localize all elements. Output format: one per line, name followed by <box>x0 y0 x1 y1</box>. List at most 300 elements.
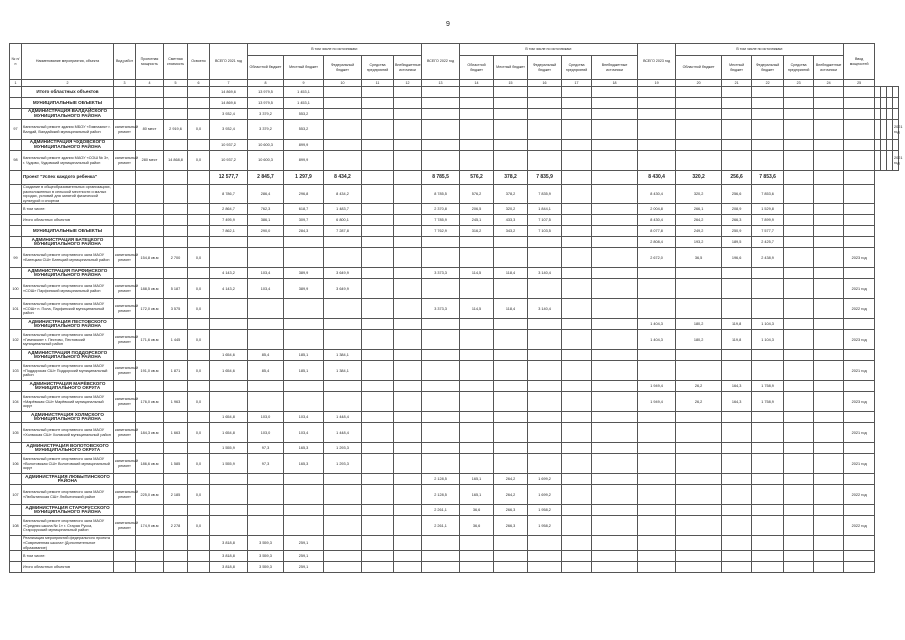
row-value <box>784 109 814 120</box>
row-capacity-intro: 2023 год <box>844 248 875 268</box>
table-row <box>10 381 899 392</box>
row-value <box>814 109 844 120</box>
row-value <box>362 185 394 204</box>
row-value <box>460 279 494 299</box>
row-value <box>324 474 362 485</box>
row-value: 320,2 <box>676 171 722 185</box>
row-value <box>638 98 676 109</box>
row-capacity-intro: 2021 год <box>844 454 875 474</box>
header-src: Федеральный бюджет <box>528 56 562 80</box>
row-value <box>460 151 494 171</box>
row-value <box>592 562 638 573</box>
row-value: 103,4 <box>248 279 284 299</box>
row-value <box>784 299 814 319</box>
row-cost: 1 585 <box>164 454 188 474</box>
row-value: 1 555,9 <box>210 443 248 454</box>
row-value: 180,2 <box>676 319 722 330</box>
row-value <box>324 562 362 573</box>
row-value <box>362 330 394 350</box>
row-value: 2 845,7 <box>248 171 284 185</box>
row-value <box>394 423 422 443</box>
row-capacity <box>136 562 164 573</box>
row-value: 7 762,9 <box>422 226 460 237</box>
row-value <box>592 381 638 392</box>
row-value <box>592 412 638 423</box>
row-value: 185,1 <box>284 350 324 361</box>
row-value <box>362 120 394 140</box>
row-value <box>324 87 362 98</box>
row-type: капитальный ремонт <box>114 516 136 536</box>
row-value <box>324 299 362 319</box>
row-value <box>592 109 638 120</box>
row-value <box>324 109 362 120</box>
row-capacity: 186,6 кв.м <box>136 454 164 474</box>
row-name: АДМИНИСТРАЦИЯ СТАРОРУССКОГО МУНИЦИПАЛЬНОГО РАЙОНА <box>22 505 114 516</box>
row-value <box>752 140 784 151</box>
row-value <box>362 381 394 392</box>
row-name: Капитальный ремонт здания МАОУ «СОШ № 3», г. Чудово, Чудовский муниципальный район <box>22 151 114 171</box>
row-type <box>114 87 136 98</box>
row-number: 103 <box>10 361 22 381</box>
row-value <box>592 185 638 204</box>
row-value <box>638 109 676 120</box>
row-value <box>394 536 422 551</box>
row-value <box>494 350 528 361</box>
row-name: Реализация мероприятий федерального проекта «Современная школа» (Дополнительное образование) <box>22 536 114 551</box>
row-type <box>114 204 136 215</box>
row-value <box>362 151 394 171</box>
column-number: 12 <box>394 80 422 87</box>
row-value <box>362 474 394 485</box>
row-cost <box>164 109 188 120</box>
row-value <box>814 319 844 330</box>
row-value <box>814 562 844 573</box>
row-value: 576,2 <box>460 185 494 204</box>
row-cost: 2 278 <box>164 516 188 536</box>
column-number: 3 <box>114 80 136 87</box>
row-value: 1 699,2 <box>528 474 562 485</box>
row-value: 103,0 <box>248 412 284 423</box>
row-value <box>638 474 676 485</box>
column-number: 18 <box>592 80 638 87</box>
row-number <box>10 109 22 120</box>
row-capacity <box>136 551 164 562</box>
row-value <box>248 381 284 392</box>
row-value <box>248 330 284 350</box>
row-number <box>10 87 22 98</box>
row-value <box>422 87 460 98</box>
row-value <box>528 361 562 381</box>
row-value <box>460 392 494 412</box>
row-value <box>722 551 752 562</box>
row-value: 3 559,3 <box>248 562 284 573</box>
row-number <box>10 505 22 516</box>
row-value <box>562 171 592 185</box>
row-funded: 0,0 <box>188 248 210 268</box>
row-name: В том числе: <box>22 551 114 562</box>
row-value <box>494 392 528 412</box>
row-value <box>562 248 592 268</box>
row-value: 249,2 <box>676 226 722 237</box>
row-name: АДМИНИСТРАЦИЯ ПАРФИНСКОГО МУНИЦИПАЛЬНОГО РАЙОНА <box>22 268 114 279</box>
row-value: 1 949,4 <box>638 381 676 392</box>
row-value <box>844 140 875 151</box>
row-value <box>394 551 422 562</box>
row-number <box>10 237 22 248</box>
row-value: 1 654,6 <box>210 361 248 381</box>
row-value <box>784 279 814 299</box>
row-value <box>592 151 638 171</box>
row-number: 102 <box>10 330 22 350</box>
row-value <box>592 140 638 151</box>
table-row <box>10 505 899 516</box>
row-value <box>814 381 844 392</box>
row-value: 1 453,1 <box>284 87 324 98</box>
table-row <box>10 454 899 474</box>
row-funded <box>188 536 210 551</box>
header-incl-2022: В том числе по источникам: <box>460 44 638 56</box>
row-value <box>324 551 362 562</box>
row-name: АДМИНИСТРАЦИЯ ВОЛОТОВСКОГО МУНИЦИПАЛЬНОГО ОКРУГА <box>22 443 114 454</box>
row-value <box>324 381 362 392</box>
row-name: Итого областных объектов <box>22 87 114 98</box>
row-value <box>676 87 722 98</box>
row-funded: 0,0 <box>188 151 210 171</box>
row-capacity-intro: 2022 год <box>844 299 875 319</box>
row-capacity-intro <box>844 412 875 423</box>
row-value <box>362 268 394 279</box>
row-value <box>324 319 362 330</box>
row-value <box>638 279 676 299</box>
row-capacity-intro <box>844 237 875 248</box>
row-value: 189,5 <box>722 237 752 248</box>
column-number: 14 <box>460 80 494 87</box>
row-value: 1 453,1 <box>284 98 324 109</box>
row-value: 3 373,3 <box>422 268 460 279</box>
row-value <box>844 151 875 171</box>
column-number: 7 <box>210 80 248 87</box>
row-name: АДМИНИСТРАЦИЯ ПОДДОРСКОГО МУНИЦИПАЛЬНОГО РАЙОНА <box>22 350 114 361</box>
row-cost <box>164 98 188 109</box>
row-value <box>362 485 394 505</box>
row-value <box>592 319 638 330</box>
row-value: 1 293,3 <box>324 454 362 474</box>
table-row <box>10 485 899 505</box>
row-value <box>422 98 460 109</box>
row-cost: 1 445 <box>164 330 188 350</box>
row-name: Проект "Успех каждого ребенка" <box>22 171 114 185</box>
row-type: капитальный ремонт <box>114 151 136 171</box>
row-value: 85,4 <box>248 361 284 381</box>
row-capacity: 176,0 кв.м <box>136 392 164 412</box>
header-total-2022: ВСЕГО 2022 год <box>422 44 460 80</box>
row-value: 259,1 <box>284 536 324 551</box>
header-src: Средства предприятий <box>562 56 592 80</box>
row-value: 256,6 <box>722 185 752 204</box>
row-value <box>676 120 722 140</box>
row-value: 7 862,1 <box>210 226 248 237</box>
row-value <box>528 151 562 171</box>
row-value <box>394 319 422 330</box>
table-row <box>10 151 899 171</box>
row-value <box>494 454 528 474</box>
column-number: 24 <box>814 80 844 87</box>
table-row <box>10 98 899 109</box>
row-value <box>784 87 814 98</box>
column-number: 9 <box>284 80 324 87</box>
row-value <box>460 330 494 350</box>
row-value <box>394 412 422 423</box>
row-value <box>592 226 638 237</box>
row-funded: 0,0 <box>188 361 210 381</box>
row-value <box>284 474 324 485</box>
row-value <box>210 505 248 516</box>
row-number: 100 <box>10 279 22 299</box>
row-value <box>284 248 324 268</box>
row-value <box>562 215 592 226</box>
row-value <box>784 562 814 573</box>
row-cost <box>164 185 188 204</box>
row-value <box>752 268 784 279</box>
row-funded: 0,0 <box>188 279 210 299</box>
row-value <box>362 109 394 120</box>
row-value <box>784 268 814 279</box>
row-value <box>460 237 494 248</box>
row-value: 8 430,4 <box>638 171 676 185</box>
row-value <box>722 109 752 120</box>
column-number: 20 <box>676 80 722 87</box>
row-type <box>114 443 136 454</box>
row-type: капитальный ремонт <box>114 392 136 412</box>
row-value: 164,3 <box>722 381 752 392</box>
row-value <box>562 279 592 299</box>
row-value <box>752 536 784 551</box>
row-value: 85,4 <box>248 350 284 361</box>
row-value: 762,3 <box>248 204 284 215</box>
row-name: Капитальный ремонт спортивного зала МАОУ «Гимназия» г. Пестово, Пестовский муниципальный район <box>22 330 114 350</box>
row-type: капитальный ремонт <box>114 279 136 299</box>
row-value <box>814 226 844 237</box>
row-capacity <box>136 140 164 151</box>
row-value: 1 844,1 <box>528 204 562 215</box>
row-value <box>362 350 394 361</box>
row-value <box>460 443 494 454</box>
row-funded <box>188 215 210 226</box>
row-value <box>722 87 752 98</box>
row-value <box>248 485 284 505</box>
row-value <box>528 454 562 474</box>
row-value: 576,2 <box>460 171 494 185</box>
row-value <box>284 319 324 330</box>
header-cost: Сметная стоимость <box>164 44 188 80</box>
row-value <box>562 120 592 140</box>
row-value: 26,2 <box>676 392 722 412</box>
header-src: Областной бюджет <box>676 56 722 80</box>
row-value <box>394 381 422 392</box>
row-value <box>324 330 362 350</box>
row-value: 10 937,2 <box>210 140 248 151</box>
row-value <box>528 350 562 361</box>
row-number: 106 <box>10 454 22 474</box>
row-value <box>638 268 676 279</box>
row-capacity-intro: 2023 год <box>844 330 875 350</box>
row-name: Капитальный ремонт спортивного зала МАОУ «Средняя школа № 1» г. Старая Русса, Старорусский муниципальный район <box>22 516 114 536</box>
row-value <box>592 268 638 279</box>
row-number <box>10 140 22 151</box>
row-value: 7 835,9 <box>528 171 562 185</box>
column-number: 13 <box>422 80 460 87</box>
row-value: 320,2 <box>676 185 722 204</box>
row-value <box>562 98 592 109</box>
row-value <box>562 381 592 392</box>
row-value: 164,3 <box>722 392 752 412</box>
row-value <box>814 551 844 562</box>
row-value: 185,1 <box>284 361 324 381</box>
row-value <box>562 87 592 98</box>
header-type: Вид работ <box>114 44 136 80</box>
row-value <box>784 215 814 226</box>
row-value <box>814 423 844 443</box>
row-value <box>562 412 592 423</box>
row-value <box>394 226 422 237</box>
row-value <box>784 185 814 204</box>
row-value <box>676 505 722 516</box>
row-value: 8 430,4 <box>638 185 676 204</box>
row-value <box>394 87 422 98</box>
row-type <box>114 237 136 248</box>
row-value <box>422 140 460 151</box>
table-row <box>10 330 899 350</box>
row-type <box>114 140 136 151</box>
row-value: 1 404,3 <box>638 319 676 330</box>
row-value: 3 818,8 <box>210 551 248 562</box>
row-value: 118,4 <box>494 268 528 279</box>
row-type <box>114 268 136 279</box>
row-funded <box>188 319 210 330</box>
row-value <box>814 516 844 536</box>
row-value <box>324 248 362 268</box>
row-value: 1 448,4 <box>324 412 362 423</box>
row-value <box>722 505 752 516</box>
row-value <box>460 536 494 551</box>
row-value <box>752 98 784 109</box>
row-value <box>494 319 528 330</box>
row-value: 193,2 <box>676 237 722 248</box>
row-cost <box>164 237 188 248</box>
row-number: 101 <box>10 299 22 319</box>
row-value <box>394 330 422 350</box>
row-value <box>210 516 248 536</box>
row-value <box>394 215 422 226</box>
row-value <box>814 237 844 248</box>
row-value <box>676 279 722 299</box>
row-capacity-intro <box>893 87 899 98</box>
row-capacity-intro <box>844 319 875 330</box>
row-value <box>752 87 784 98</box>
row-capacity-intro <box>893 98 899 109</box>
row-value <box>422 120 460 140</box>
row-value <box>562 226 592 237</box>
row-type <box>114 474 136 485</box>
row-capacity-intro: 2021 год <box>893 151 899 171</box>
row-value <box>460 319 494 330</box>
row-value <box>210 330 248 350</box>
row-value: 389,9 <box>284 279 324 299</box>
row-cost <box>164 350 188 361</box>
row-number <box>10 562 22 573</box>
row-value <box>284 485 324 505</box>
row-value: 3 379,2 <box>248 109 284 120</box>
row-value <box>722 279 752 299</box>
row-value: 266,3 <box>494 505 528 516</box>
row-cost: 2 185 <box>164 485 188 505</box>
row-value: 1 104,3 <box>752 330 784 350</box>
row-value <box>676 516 722 536</box>
row-value: 3 140,4 <box>528 268 562 279</box>
row-funded <box>188 474 210 485</box>
row-value <box>638 412 676 423</box>
row-value <box>814 454 844 474</box>
row-value <box>528 536 562 551</box>
row-value: 1 293,3 <box>324 443 362 454</box>
row-funded <box>188 226 210 237</box>
row-value <box>528 443 562 454</box>
header-capacity-intro: Ввод мощностей <box>844 44 875 80</box>
row-value: 103,4 <box>248 268 284 279</box>
row-value <box>592 485 638 505</box>
row-funded <box>188 551 210 562</box>
row-value: 3 140,4 <box>528 299 562 319</box>
row-cost: 2 919,6 <box>164 120 188 140</box>
column-number: 10 <box>324 80 362 87</box>
row-type: капитальный ремонт <box>114 299 136 319</box>
row-capacity: 171,6 кв.м <box>136 330 164 350</box>
row-value <box>676 98 722 109</box>
row-number <box>10 319 22 330</box>
header-src: Внебюджетные источники <box>592 56 638 80</box>
row-capacity-intro <box>844 171 875 185</box>
row-value <box>676 443 722 454</box>
row-value <box>814 536 844 551</box>
row-value <box>562 505 592 516</box>
row-value <box>592 120 638 140</box>
row-value: 165,3 <box>284 443 324 454</box>
header-src: Местный бюджет <box>494 56 528 80</box>
row-value <box>814 171 844 185</box>
table-row <box>10 392 899 412</box>
row-value <box>528 98 562 109</box>
row-value <box>592 392 638 412</box>
row-value <box>784 248 814 268</box>
row-value <box>394 279 422 299</box>
table-row <box>10 215 899 226</box>
row-value <box>362 505 394 516</box>
row-value <box>562 536 592 551</box>
row-value <box>494 279 528 299</box>
row-cost: 2 700 <box>164 248 188 268</box>
row-value: 7 853,6 <box>752 171 784 185</box>
row-value <box>784 412 814 423</box>
row-value <box>494 412 528 423</box>
row-value <box>752 454 784 474</box>
row-value <box>814 248 844 268</box>
row-value <box>676 361 722 381</box>
row-value <box>592 350 638 361</box>
row-value <box>784 350 814 361</box>
row-type <box>114 171 136 185</box>
column-number: 21 <box>722 80 752 87</box>
row-value: 114,5 <box>460 299 494 319</box>
